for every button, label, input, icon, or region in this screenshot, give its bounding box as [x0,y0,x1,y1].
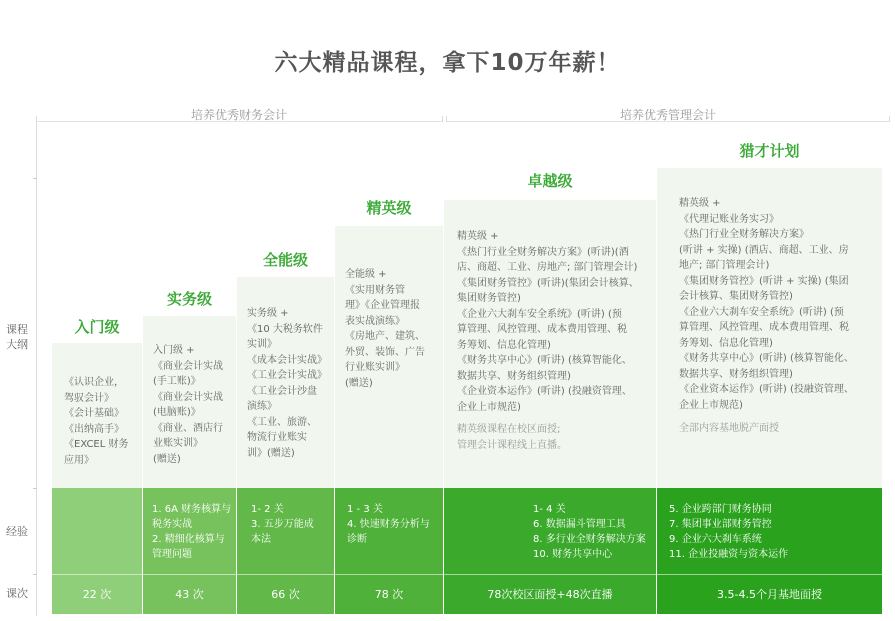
level-name-5: 卓越级 [527,172,573,190]
session-count-5: 78次校区面授+48次直播 [444,574,656,614]
experience-text-1 [52,488,142,502]
session-count-4: 78 次 [335,574,443,614]
page-title: 六大精品课程，拿下10万年薪！ [274,50,621,76]
section-tick [442,116,443,122]
row-label-sessions: 课次 [6,587,28,600]
experience-text-5: 1- 4 关 6. 数据漏斗管理工具 8. 多行业全财务解决方案 10. 财务共享中心 [533,504,646,560]
experience-text-3: 1- 2 关 3. 五步万能成 本法 [251,504,314,545]
row-label-outline: 课程 大纲 [6,323,28,351]
experience-text-4: 1 - 3 关 4. 快速财务分析与 诊断 [347,504,430,545]
level-content-1: 《认识企业， 驾驭会计》 《会计基础》 《出纳高手》 《EXCEL 财务 应用》 [64,377,129,466]
experience-bar-4 [335,488,443,574]
session-count-1: 22 次 [52,574,142,614]
finance-section-label: 培养优秀财务会计 [190,108,287,122]
experience-bar-6 [657,488,882,574]
experience-text-2: 1. 6A 财务核算与 税务实战 2. 精细化核算与 管理问题 [152,504,232,560]
level-content-4: 全能级 + 《实用财务管 理》《企业管理报 表实战演练》 《房地产、建筑、 外贸、装饰、广告 行业账实训》 (赠送) [345,269,425,389]
left-axis [36,121,37,616]
session-count-6: 3.5-4.5个月基地面授 [657,574,882,614]
axis-tick [33,488,37,489]
level-content-6: 精英级 + 《代理记账业务实习》 《热门行业全财务解决方案》 (听讲 + 实操) (酒店、商超、工业、房 地产; 部门管理会计) 《集团财务管控》(听讲 + 实操) (集团 会计核算、集团财务管控) 《企业六大刹车安全系统》(听讲) (预 算管理、风控管理、成本费用管理、税 务筹划、信息化管理) 《财务共享中心》(听讲) (核算智能化、 数据共享、财务组织管理) 《企业资本运作》(听讲) (投融资管理、 企业上市规范) [679,198,854,411]
row-divider [52,574,882,575]
axis-tick [33,178,37,179]
level-name-2: 实务级 [166,290,212,308]
level-content-3: 实务级 + 《10 大税务软件 实训》 《成本会计实战》 《工业会计实战》 《工业会计沙盘 演练》 《工业、旅游、 物流行业账实 训》(赠送) [247,308,327,459]
row-label-experience: 经验 [6,525,28,538]
level-note-6: 全部内容基地脱产面授 [679,423,779,434]
experience-text-6: 5. 企业跨部门财务协同 7. 集团事业部财务管控 9. 企业六大刹车系统 11. 企业投融资与资本运作 [669,504,789,560]
experience-bar-5 [444,488,656,574]
level-name-1: 入门级 [74,318,120,336]
session-count-3: 66 次 [237,574,334,614]
management-section-label: 培养优秀管理会计 [619,108,716,122]
axis-tick [33,574,37,575]
level-name-3: 全能级 [262,251,308,269]
level-note-5: 精英级课程在校区面授; 管理会计课程线上直播。 [457,424,567,451]
level-content-2: 入门级 + 《商业会计实战 (手工账)》 《商业会计实战 (电脑账)》 《商业、酒店行 业账实训》 (赠送) [153,345,223,465]
experience-bar-1 [52,488,142,574]
session-count-2: 43 次 [143,574,236,614]
level-name-4: 精英级 [366,199,412,217]
experience-bar-3 [237,488,334,574]
level-name-6: 猎才计划 [739,142,800,160]
experience-bar-2 [143,488,236,574]
level-content-5: 精英级 + 《热门行业全财务解决方案》(听讲)(酒 店、商超、工业、房地产; 部门管理会计) 《集团财务管控》(听讲)(集团会计核算、 集团财务管控) 《企业六大刹车安全系统》(听讲) (预 算管理、风控管理、成本费用管理、税 务筹划、信息化管理) 《财务共享中心》(听讲) (核算智能化、 数据共享、财务组织管理) 《企业资本运作》(听讲) (投融资管理、 企业上市规范) [457,231,639,413]
